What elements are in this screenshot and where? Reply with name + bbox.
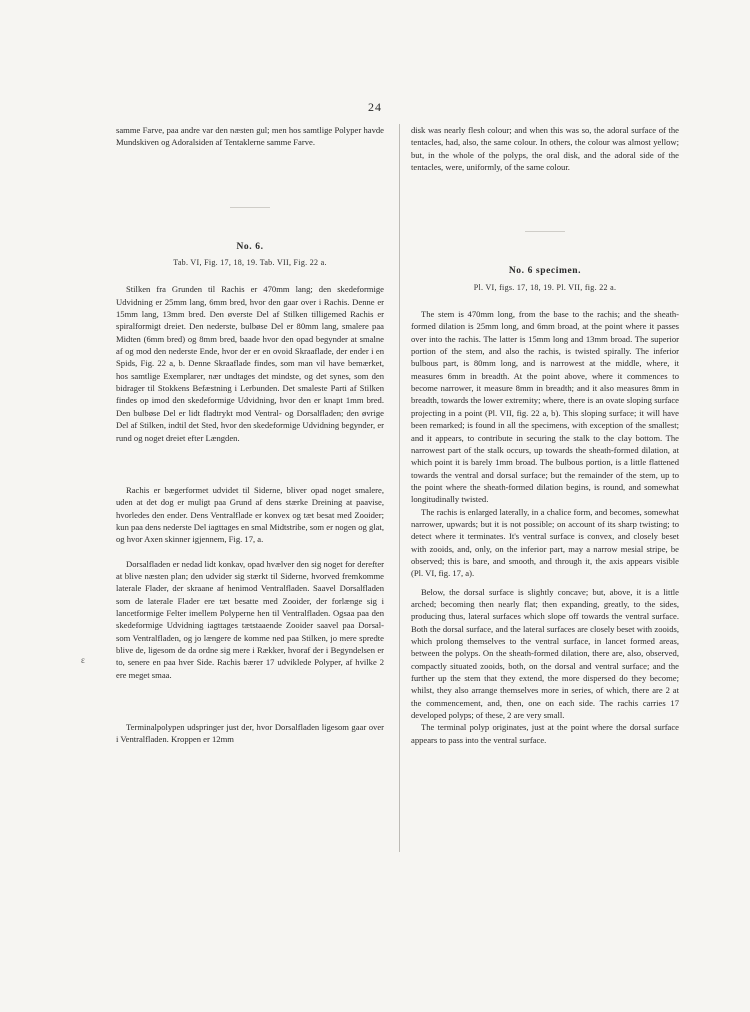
danish-paragraph-2: Rachis er bægerformet udvidet til Siderne, bliver opad noget smalere, uden at det dog er muligt paa Grund af dens stærke Dreining at paavise, hvorledes den ender. Dens Ventralflade er konvex og tæt besat med Zooider; kun paa dens nederste Del iagttages en smal Midtstribe, som er nogen og glat, og hvor Axen skinner igjennem, Fig. 17, a.: [116, 484, 385, 545]
gap: [116, 546, 384, 558]
danish-paragraph-1: Stilken fra Grunden til Rachis er 470mm lang; den skedeformige Udvidning er 25mm lang, 6mm bred, hvor den gaar over i Rachis. Denne er 15mm lang, 13mm bred. Den øverste Del af Stilken tilligemed Rachis er spiralformigt dreiet. Den nederste, bulbøse Del er 80mm lang, smalere paa Midten (6mm bred) og 8mm bred, baade hvor den opad begynder at smalne af og mod den nederste Ende, hvor der er en ovoid Skraaflade, der ender i en Spids, Fig. 22 a, b. Denne Skraaflade findes, som man vil have bemærket, hos samtlige Exemplarer, nær undtages det mindste, og det synes, som den bidrager til Stokkens Befæstning i Lerbunden. Det smaleste Parti af Stilken findes op imod den skedeformige Udvidning, hvor den er knapt 1mm bred. Den bulbøse Del er lidt fladtrykt mod Ventral- og Dorsalfladen; den øvrige Del af Stilken, indtil det Sted, hvor den skedeformige Udvidning begynder, er rund og noget dreiet efter Længden.: [116, 284, 384, 443]
section-separator: [525, 231, 565, 232]
danish-heading: No. 6.: [236, 241, 264, 252]
english-paragraph-3: Below, the dorsal surface is slightly concave; but, above, it is a little arched; becoming then nearly flat; then expanding, greatly, to the sides, producing thus, lateral surfaces which slope off towards the ventral surface. Both the dorsal surface, and the lateral surfaces are closely beset with zooids, which prolong themselves to the ventral surface, in lancet formed areas, between the polyps. On the sheath-formed dilation, there are, also, observed, compactly situated zooids, both, on the dorsal and ventral surface; and the further up the stem that they extend, the more dispersed do they become; whilst, they also arrange themselves more in series, of which, there are 2 at the commencement, and, then, one on each side. The rachis carries 17 developed polyps; of these, 2 are very small.: [411, 586, 679, 721]
english-paragraph-4: The terminal polyp originates, just at the point where the dorsal surface appears to pass into the ventral surface.: [411, 722, 679, 745]
page-number: 24: [368, 100, 382, 114]
english-column: [411, 124, 679, 746]
gap: [116, 681, 384, 721]
english-intro: disk was nearly flesh colour; and when this was so, the adoral surface of the tentacles, had, also, the same colour. In others, the colour was almost yellow; but, in the whole of the polyps, the oral disk, and the adoral side of the tentacles, were, uniformly, of the same colour.: [411, 125, 679, 173]
danish-paragraph-3: Dorsalfladen er nedad lidt konkav, opad hvælver den sig noget for derefter at blive næsten plan; den udvider sig stærkt til Siderne, hvorved fremkomme laterale Flader, der skraane af henimod Ventralfladen. Saavel Dorsalfladen som de laterale Flader ere tæt besatte med Zooider, der forlænge sig i lancetformige Felter imellem Polyperne hen til Ventralfladen. Ogsaa paa den skedeformige Udvidning iagttages tætstaaende Zooider saavel paa Dorsal- som Ventralfladen, og jo længere de komme ned paa Stilken, jo mere spredte blive de, ligesom de da ordne sig mere i Rækker, hvoraf der i Begyndelsen er to, senere en paa hver Side. Rachis bærer 17 udviklede Polyper, af hvilke 2 ere meget smaa.: [116, 558, 384, 680]
danish-figure-reference: Tab. VI, Fig. 17, 18, 19. Tab. VII, Fig. 22 a.: [173, 258, 327, 268]
section-separator: [230, 207, 270, 208]
margin-mark: ɛ: [81, 655, 85, 665]
gap: [116, 444, 384, 484]
column-divider: [399, 124, 400, 852]
danish-paragraph-4: Terminalpolypen udspringer just der, hvor Dorsalfladen ligesom gaar over i Ventralfladen. Kroppen er 12mm: [116, 722, 384, 745]
english-paragraph-2: The rachis is enlarged laterally, in a chalice form, and becomes, somewhat narrower, upwards; but it is not possible; on account of its sharp twisting; to detect where it terminates. It's ventral surface is convex, and closely beset with zooids, and, only, on the inferior part, may a narrow mesial stripe, be observed; this is bare, and smooth, and through it, the axis appears visible (Pl. VI, fig. 17, a).: [411, 506, 679, 579]
english-paragraph-1: The stem is 470mm long, from the base to the rachis; and the sheath-formed dilation is 25mm long, and 6mm broad, at the point where it passes over into the rachis. The latter is 15mm long and 13mm broad. The superior portion of the stem, and also the rachis, is twisted spirally. The inferior bulbous part, is 80mm long, and is narrowest at the middle, where, it measures 6mm in breadth. At the point above, where it commences to become narrower, it measure 8mm in breadth; and it also measures 8mm in breadth, towards the lower extremity; where, there is an ovate sloping surface projecting in a point (Pl. VII, fig. 22 a, b). This sloping surface; it will have been remarked; is found in all the specimens, with exception of the smallest; and it appears, to contribute in securing the stalk to the clay bottom. The narrowest part of the stalk occurs, up towards the sheath-formed dilation, at which point it is barely 1mm broad. The bulbous portion, is a little flattened towards the ventral and dorsal surface; but the remainder of the stem, up to the point where the sheath-formed dilation begins, is round, and somewhat longitudinally twisted.: [411, 309, 679, 505]
english-figure-reference: Pl. VI, figs. 17, 18, 19. Pl. VII, fig. 22 a.: [473, 282, 617, 292]
english-heading: No. 6 specimen.: [508, 266, 582, 277]
danish-intro: samme Farve, paa andre var den næsten gul; men hos samtlige Polyper havde Mundskiven og Adoralsiden af Tentaklerne samme Farve.: [116, 125, 384, 148]
danish-column: [116, 124, 384, 746]
